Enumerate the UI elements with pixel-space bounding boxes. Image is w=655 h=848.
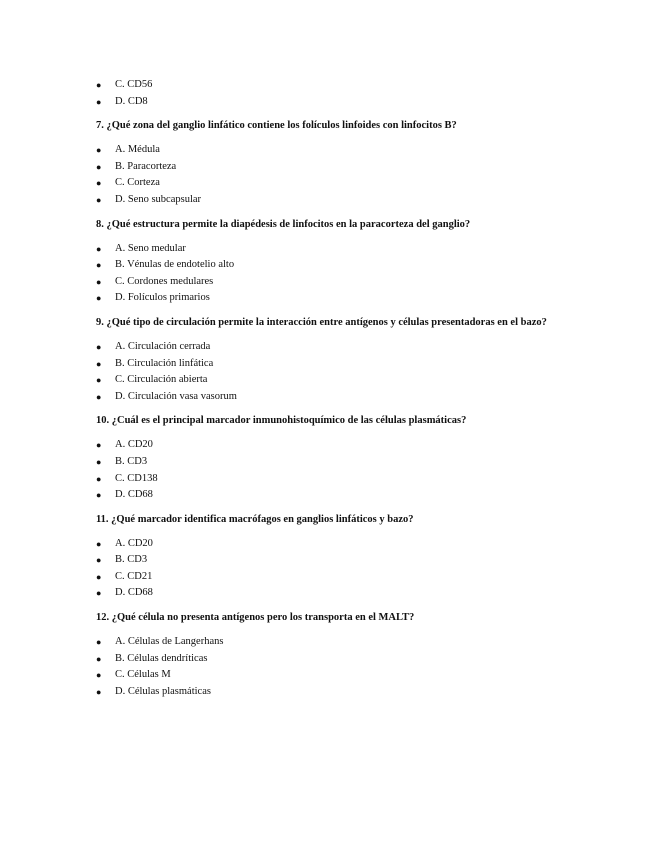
option-text: D. Seno subcapsular <box>115 193 202 205</box>
option-text: C. Células M <box>115 669 171 681</box>
bullet-icon: ● <box>96 194 102 205</box>
option-item <box>96 290 566 307</box>
option-item <box>96 684 566 701</box>
option-text: C. Cordones medulares <box>115 275 214 287</box>
bullet-icon: ● <box>96 440 102 451</box>
bullet-icon: ● <box>96 178 102 189</box>
option-text: A. Células de Langerhans <box>115 636 224 648</box>
bullet-icon: ● <box>96 260 102 271</box>
option-item <box>96 536 566 553</box>
question-10: 10. ¿Cuál es el principal marcador inmunohistoquímico de las células plasmáticas? <box>96 415 467 427</box>
option-text: C. Corteza <box>115 177 160 189</box>
bullet-icon: ● <box>96 276 102 287</box>
question-7: 7. ¿Qué zona del ganglio linfático contiene los folículos linfoides con linfocitos B? <box>96 120 457 132</box>
option-item <box>96 142 566 159</box>
bullet-icon: ● <box>96 243 102 254</box>
option-list-question-9 <box>96 339 566 405</box>
option-list-question-12 <box>96 634 566 700</box>
bullet-icon: ● <box>96 588 102 599</box>
option-text: B. CD3 <box>115 554 148 566</box>
option-item <box>96 585 566 602</box>
option-text: B. Vénulas de endotelio alto <box>115 259 235 271</box>
bullet-icon: ● <box>96 391 102 402</box>
option-text: B. Circulación linfática <box>115 357 214 369</box>
question-12: 12. ¿Qué célula no presenta antígenos pero los transporta en el MALT? <box>96 612 415 624</box>
option-list-question-11 <box>96 536 566 602</box>
option-text: B. Paracorteza <box>115 160 177 172</box>
option-item <box>96 487 566 504</box>
bullet-icon: ● <box>96 161 102 172</box>
option-item <box>96 175 566 192</box>
option-text: A. Circulación cerrada <box>115 340 211 352</box>
bullet-icon: ● <box>96 555 102 566</box>
bullet-icon: ● <box>96 358 102 369</box>
option-item <box>96 257 566 274</box>
bullet-icon: ● <box>96 490 102 501</box>
option-text: B. CD3 <box>115 455 148 467</box>
question-11: 11. ¿Qué marcador identifica macrófagos en ganglios linfáticos y bazo? <box>96 513 414 525</box>
bullet-icon: ● <box>96 571 102 582</box>
bullet-icon: ● <box>96 456 102 467</box>
option-item <box>96 192 566 209</box>
option-item <box>96 569 566 586</box>
option-item <box>96 372 566 389</box>
bullet-icon: ● <box>96 80 102 90</box>
bullet-icon: ● <box>96 686 102 697</box>
option-list-question-10 <box>96 437 566 503</box>
option-text: A. Médula <box>115 144 160 156</box>
option-text: D. Células plasmáticas <box>115 685 211 697</box>
option-item <box>96 77 566 94</box>
option-text: D. Folículos primarios <box>115 292 210 304</box>
bullet-icon: ● <box>96 670 102 681</box>
question-9: 9. ¿Qué tipo de circulación permite la interacción entre antígenos y células presentadoras en el bazo? <box>96 316 547 328</box>
option-item <box>96 159 566 176</box>
option-item <box>96 274 566 291</box>
option-item <box>96 552 566 569</box>
option-text: A. CD20 <box>115 537 153 549</box>
option-text: D. CD68 <box>115 587 153 599</box>
option-list-question-8 <box>96 241 566 307</box>
option-text: B. Células dendríticas <box>115 652 208 664</box>
option-text: C. CD21 <box>115 570 153 582</box>
bullet-icon: ● <box>96 473 102 484</box>
bullet-icon: ● <box>96 538 102 549</box>
option-item <box>96 94 566 111</box>
option-item <box>96 241 566 258</box>
bullet-icon: ● <box>96 637 102 648</box>
bullet-icon: ● <box>96 375 102 386</box>
option-item <box>96 471 566 488</box>
option-item <box>96 667 566 684</box>
option-text: D. CD68 <box>115 489 153 501</box>
option-item <box>96 651 566 668</box>
option-list-previous-question <box>96 77 566 110</box>
option-text: C. CD56 <box>115 79 153 90</box>
option-item <box>96 454 566 471</box>
bullet-icon: ● <box>96 293 102 304</box>
option-text: D. Circulación vasa vasorum <box>115 390 237 402</box>
option-item <box>96 634 566 651</box>
quiz-content <box>96 77 566 700</box>
option-item <box>96 437 566 454</box>
question-8: 8. ¿Qué estructura permite la diapédesis de linfocitos en la paracorteza del ganglio? <box>96 218 471 230</box>
option-text: A. CD20 <box>115 439 153 451</box>
bullet-icon: ● <box>96 145 102 156</box>
option-list-question-7 <box>96 142 566 208</box>
option-text: C. CD138 <box>115 472 158 484</box>
option-text: A. Seno medular <box>115 242 186 254</box>
bullet-icon: ● <box>96 653 102 664</box>
option-text: C. Circulación abierta <box>115 374 208 386</box>
option-item <box>96 389 566 406</box>
bullet-icon: ● <box>96 96 102 107</box>
option-item <box>96 356 566 373</box>
option-text: D. CD8 <box>115 95 148 107</box>
bullet-icon: ● <box>96 341 102 352</box>
option-item <box>96 339 566 356</box>
